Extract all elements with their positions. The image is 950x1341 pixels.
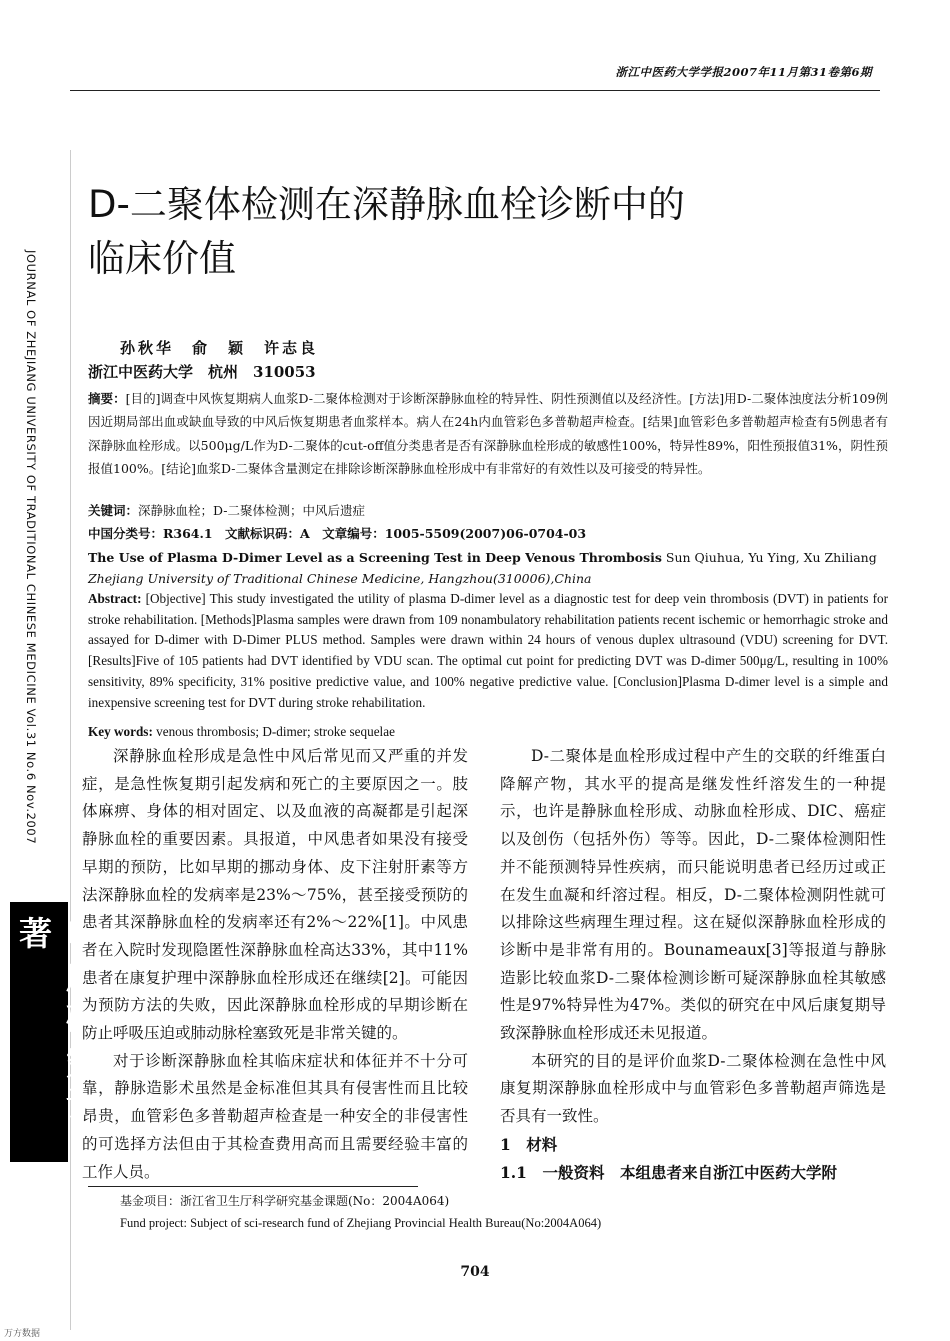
keywords-en: [88, 724, 888, 740]
abstract-cn: [88, 387, 888, 481]
english-title: The Use of Plasma D-Dimer Level as a Screening Test in Deep Venous Thrombosis: [88, 550, 662, 565]
classification-line: 中国分类号：R364.1 文献标识码：A 文章编号：1005-5509(2007)06-0704-03: [88, 526, 587, 541]
title-line-2: 临床价值: [88, 237, 236, 280]
article-title: [88, 178, 808, 286]
journal-sidebar: [24, 250, 44, 890]
keywords-en-text: venous thrombosis; D-dimer; stroke sequelae: [156, 724, 395, 739]
abstract-cn-text: [目的]调查中风恢复期病人血浆D-二聚体检测对于诊断深静脉血栓的特异性、阴性预测值以及经济性。[方法]用D-二聚体浊度法分析109例因近期局部出血或缺血导致的中风后恢复期患者血浆样本。病人在24h内血管彩色多普勒超声检查。[结果]血管彩色多普勒超声检查有5例患者有深静脉血栓形成。以500μg/L作为D-二聚体的cut-off值分类患者是否有深静脉血栓形成的敏感性100%，特异性89%，阳性预报值31%，阴性预报值100%。[结论]血浆D-二聚体含量测定在排除诊断深静脉血栓形成中有非常好的有效性以及可接受的特异性。: [88, 391, 888, 477]
section-tab: [10, 902, 100, 1162]
keywords-cn: [88, 501, 888, 519]
body-left-column: [82, 743, 468, 1186]
abstract-en-label: Abstract:: [88, 591, 142, 606]
title-line-1: D-二聚体检测在深静脉血栓诊断中的: [88, 183, 685, 226]
running-header: 浙江中医药大学学报2007年11月第31卷第6期: [615, 65, 872, 79]
section-label: 临床研究论著: [14, 916, 100, 1131]
journal-vertical-text: JOURNAL OF ZHEJIANG UNIVERSITY OF TRADITIONAL CHINESE MEDICINE Vol.31 No.6 Nov.2007: [24, 250, 38, 845]
english-authors: Sun Qiuhua, Yu Ying, Xu Zhiliang: [665, 550, 877, 565]
body-paragraph: D-二聚体是血栓形成过程中产生的交联的纤维蛋白降解产物，其水平的提高是继发性纤溶发生的一种提示，也许是静脉血栓形成、动脉血栓形成、DIC、癌症以及创伤（包括外伤）等等。因此，D-二聚体检测阳性并不能预测特异性疾病，而只能说明患者已经历过或正在发生血凝和纤溶过程。相反，D-二聚体检测阴性就可以排除这些病理生理过程。这在疑似深静脉血栓形成的诊断中是非常有用的。Bounameaux[3]等报道与静脉造影比较血浆D-二聚体检测诊断可疑深静脉血栓其敏感性是97%特异性为47%。类似的研究在中风后康复期导致深静脉血栓形成还未见报道。: [500, 747, 886, 1043]
body-right-column: [500, 743, 886, 1186]
keywords-cn-text: 深静脉血栓；D-二聚体检测；中风后遗症: [138, 503, 365, 518]
footnote-rule: [88, 1186, 418, 1187]
keywords-cn-label: 关键词：: [88, 503, 139, 518]
authors: 孙秋华 俞 颖 许志良: [120, 339, 319, 357]
keywords-en-label: Key words:: [88, 724, 153, 739]
abstract-en: [88, 589, 888, 713]
body-paragraph: 对于诊断深静脉血栓其临床症状和体征并不十分可靠，静脉造影术虽然是金标准但其具有侵害性而且比较昂贵，血管彩色多普勒超声检查是一种安全的非侵害性的可选择方法但由于其检查费用高而且需要经验丰富的工作人员。: [82, 1051, 468, 1181]
english-affiliation: Zhejiang University of Traditional Chinese Medicine, Hangzhou(310006),China: [88, 571, 592, 586]
fund-en: Fund project: Subject of sci-research fund of Zhejiang Provincial Health Bureau(No:2004A064): [120, 1216, 602, 1230]
body-paragraph: 本研究的目的是评价血浆D-二聚体检测在急性中风康复期深静脉血栓形成中与血管彩色多普勒超声筛选是否具有一致性。: [500, 1051, 886, 1126]
subsection-heading: 1.1 一般资料 本组患者来自浙江中医药大学附: [500, 1162, 837, 1182]
affiliation: 浙江中医药大学 杭州 310053: [88, 363, 316, 381]
watermark: 万方数据: [4, 1329, 41, 1339]
body-paragraph: 深静脉血栓形成是急性中风后常见而又严重的并发症，是急性恢复期引起发病和死亡的主要原因之一。肢体麻痹、身体的相对固定、以及血液的高凝都是引起深静脉血栓的重要因素。具报道，中风患者如果没有接受早期的预防，比如早期的挪动身体、皮下注射肝素等方法深静脉血栓的发病率是23%～75%，甚至接受预防的患者其深静脉血栓的发病率还有2%～22%[1]。中风患者在入院时发现隐匿性深静脉血栓高达33%，其中11%患者在康复护理中深静脉血栓形成还在继续[2]。可能因为预防方法的失败，因此深静脉血栓形成的早期诊断在防止呼吸压迫或肺动脉栓塞致死是非常关键的。: [82, 747, 468, 1043]
english-title-block: [88, 547, 888, 589]
abstract-cn-label: 摘要：: [88, 391, 126, 406]
abstract-en-text: [Objective] This study investigated the utility of plasma D-dimer level as a diagnostic test for deep vein thrombosis (DVT) in patients for stroke rehabilitation. [Methods]Plasma samples were drawn from 109 nonambulatory rehabilitation patients recent ischemic or hemorrhagic stroke and assayed for D-dimer with D-Dimer PLUS method. Samples were drawn within 24 hours of venous duplex ultrasound (VDU) screening for DVT. [Results]Five of 105 patients had DVT identified by VDU scan. The optimal cut point for predicting DVT was D-dimer 500μg/L, resulting in 100% sensitivity, 89% specificity, 31% positive predictive value, and 100% negative predictive value. [Conclusion]Plasma D-dimer level is a simple and inexpensive screening test for DVT during stroke rehabilitation.: [88, 591, 888, 710]
fund-cn: 基金项目：浙江省卫生厅科学研究基金课题(No：2004A064): [120, 1194, 450, 1208]
section-heading: 1 材料: [500, 1134, 558, 1154]
page-number: 704: [460, 1264, 490, 1280]
header-rule: [70, 90, 880, 91]
